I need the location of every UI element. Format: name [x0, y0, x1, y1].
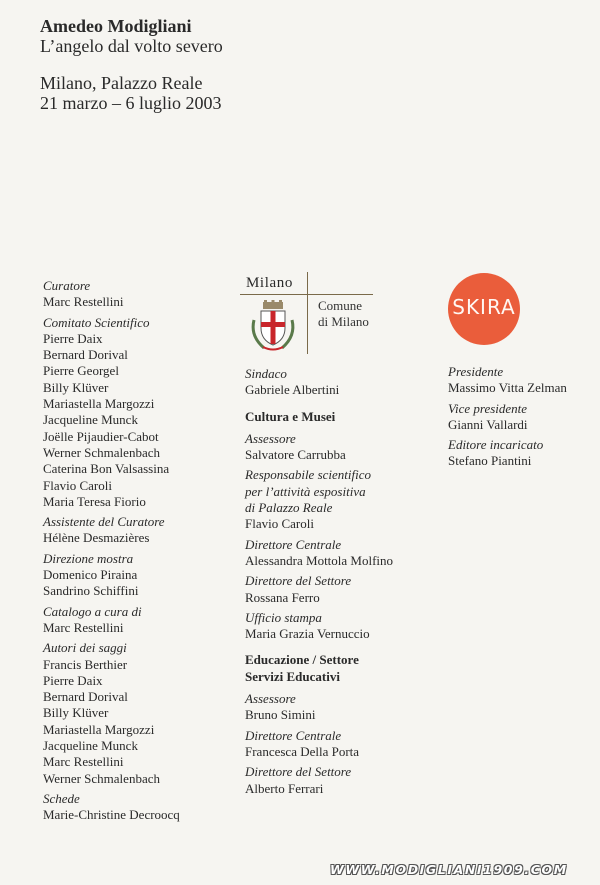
person-name: Sandrino Schiffini [43, 583, 139, 599]
role-label: Presidente [448, 364, 504, 379]
person-name: Joëlle Pijaudier-Cabot [43, 428, 159, 444]
person-name: Billy Klüver [43, 705, 109, 721]
role-label: Direzione mostra [43, 550, 134, 566]
section-heading: Cultura e Musei [245, 408, 336, 424]
person-name: Marie-Christine Decroocq [43, 807, 180, 823]
person-name: Francis Berthier [43, 656, 128, 672]
person-name: Mariastella Margozzi [43, 721, 155, 737]
person-name: Marc Restellini [43, 294, 124, 310]
watermark: WWW.MODIGLIANI1909.COM [330, 862, 568, 877]
person-name: Rossana Ferro [245, 589, 320, 605]
credits-column-comune [245, 366, 393, 797]
person-name: Maria Grazia Vernuccio [245, 626, 370, 642]
person-name: Massimo Vitta Zelman [448, 380, 567, 396]
person-name: Salvatore Carrubba [245, 447, 346, 463]
person-name: Marc Restellini [43, 619, 124, 635]
person-name: Bruno Simini [245, 707, 316, 723]
section-heading: Servizi Educativi [245, 668, 340, 684]
comune-label-line1: Comune [318, 298, 363, 313]
person-name: Werner Schmalenbach [43, 444, 160, 460]
person-name: Mariastella Margozzi [43, 396, 155, 412]
comune-label [318, 298, 369, 330]
person-name: Maria Teresa Fiorio [43, 493, 146, 509]
person-name: Bernard Dorival [43, 347, 128, 363]
person-name: Gabriele Albertini [245, 382, 340, 398]
person-name: Billy Klüver [43, 379, 109, 395]
role-label: per l’attività espositiva [245, 483, 366, 499]
artist-name: Amedeo Modigliani [40, 16, 192, 36]
role-label: Assessore [245, 691, 296, 707]
role-label: Vice presidente [448, 400, 528, 416]
person-name: Domenico Piraina [43, 567, 138, 583]
person-name: Flavio Caroli [43, 477, 112, 493]
person-name: Gianni Vallardi [448, 416, 528, 432]
role-label: Comitato Scientifico [43, 314, 150, 330]
role-label: Sindaco [245, 366, 287, 381]
role-label: Direttore del Settore [245, 764, 352, 780]
person-name: Caterina Bon Valsassina [43, 461, 170, 477]
person-name: Flavio Caroli [245, 516, 314, 532]
role-label: Direttore del Settore [245, 573, 352, 589]
skira-logo [448, 273, 520, 345]
person-name: Pierre Daix [43, 672, 103, 688]
person-name: Marc Restellini [43, 754, 124, 770]
role-label: di Palazzo Reale [245, 500, 333, 516]
person-name: Jacqueline Munck [43, 738, 138, 754]
exhibition-subtitle: L’angelo dal volto severo [40, 36, 223, 56]
section-heading: Educazione / Settore [245, 652, 359, 668]
person-name: Jacqueline Munck [43, 412, 138, 428]
role-label: Ufficio stampa [245, 609, 322, 625]
person-name: Bernard Dorival [43, 689, 128, 705]
person-name: Pierre Daix [43, 330, 103, 346]
exhibition-venue: Milano, Palazzo Reale [40, 73, 203, 93]
role-label: Catalogo a cura di [43, 603, 142, 619]
comune-di-milano-logo [240, 272, 380, 354]
person-name: Werner Schmalenbach [43, 770, 160, 786]
role-label: Direttore Centrale [245, 536, 342, 552]
person-name: Hélène Desmazières [43, 530, 150, 546]
credits-column-skira [448, 364, 567, 470]
person-name: Alessandra Mottola Molfino [245, 552, 394, 568]
exhibition-dates: 21 marzo – 6 luglio 2003 [40, 93, 222, 113]
title-block [40, 16, 223, 113]
role-label: Editore incaricato [448, 437, 544, 453]
role-label: Autori dei saggi [43, 640, 127, 656]
comune-label-line2: di Milano [318, 314, 369, 329]
person-name: Francesca Della Porta [245, 743, 360, 759]
role-label: Curatore [43, 278, 91, 293]
person-name: Stefano Piantini [448, 453, 532, 469]
role-label: Assistente del Curatore [43, 514, 165, 530]
milano-wordmark: Milano [246, 275, 293, 291]
milano-crest-icon [246, 300, 300, 352]
role-label: Direttore Centrale [245, 727, 342, 743]
credits-column-curatorial [43, 278, 180, 824]
role-label: Assessore [245, 430, 296, 446]
skira-wordmark: SKIRA [452, 295, 516, 319]
person-name: Alberto Ferrari [245, 780, 324, 796]
person-name: Pierre Georgel [43, 363, 119, 379]
role-label: Responsabile scientifico [245, 467, 372, 483]
role-label: Schede [43, 790, 80, 806]
